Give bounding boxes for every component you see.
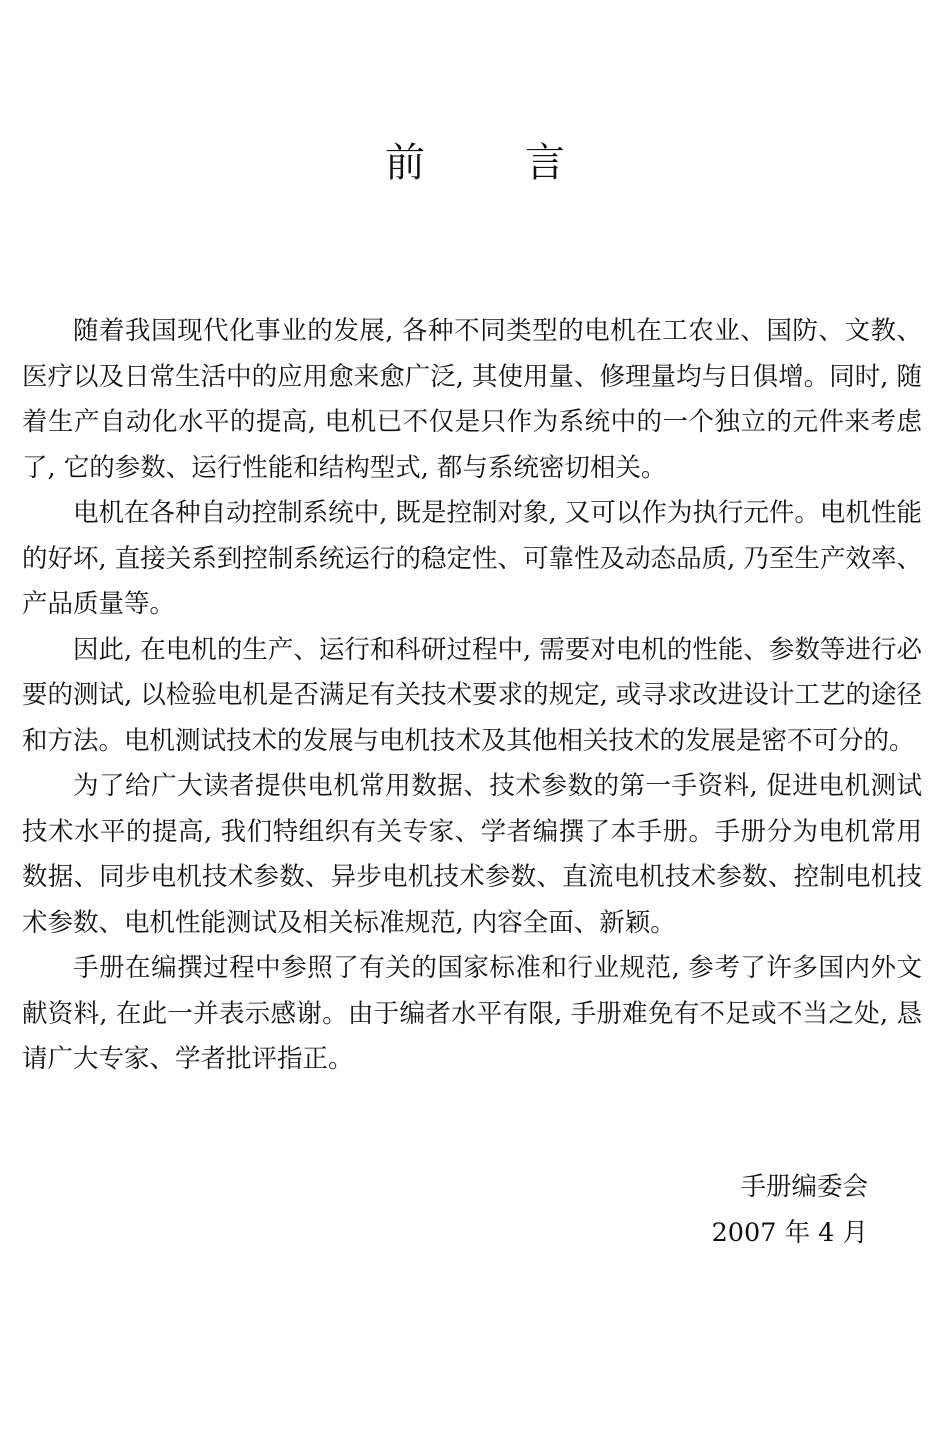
signature-organization: 手册编委会: [740, 1172, 868, 1202]
title-char-2: 言: [525, 140, 565, 186]
paragraph-3: 因此, 在电机的生产、运行和科研过程中, 需要对电机的性能、参数等进行必要的测试, 以检验电机是否满足有关技术要求的规定, 或寻求改进设计工艺的途径和方法。电机测试技术的发展与电机技术及其他相关技术的发展是密不可分的。: [22, 634, 922, 756]
paragraph-2: 电机在各种自动控制系统中, 既是控制对象, 又可以作为执行元件。电机性能的好坏, 直接关系到控制系统运行的稳定性、可靠性及动态品质, 乃至生产效率、产品质量等。: [22, 498, 922, 619]
signature-block: [712, 1165, 868, 1256]
signature-date: 2007 年 4 月: [711, 1217, 868, 1248]
paragraph-4: 为了给广大读者提供电机常用数据、技术参数的第一手资料, 促进电机测试技术水平的提高, 我们特组织有关专家、学者编撰了本手册。手册分为电机常用数据、同步电机技术参数、异步电机技术参数、直流电机技术参数、控制电机技术参数、电机性能测试及相关标准规范, 内容全面、新颖。: [22, 771, 922, 938]
preface-body: [22, 309, 922, 1083]
page-title: [0, 138, 950, 188]
title-char-1: 前: [385, 140, 425, 186]
paragraph-5: 手册在编撰过程中参照了有关的国家标准和行业规范, 参考了许多国内外文献资料, 在此一并表示感谢。由于编者水平有限, 手册难免有不足或不当之处, 恳请广大专家、学者批评指正。: [22, 953, 922, 1074]
paragraph-1: 随着我国现代化事业的发展, 各种不同类型的电机在工农业、国防、文教、医疗以及日常生活中的应用愈来愈广泛, 其使用量、修理量均与日俱增。同时, 随着生产自动化水平的提高, 电机已不仅是只作为系统中的一个独立的元件来考虑了, 它的参数、运行性能和结构型式, 都与系统密切相关。: [22, 316, 922, 483]
